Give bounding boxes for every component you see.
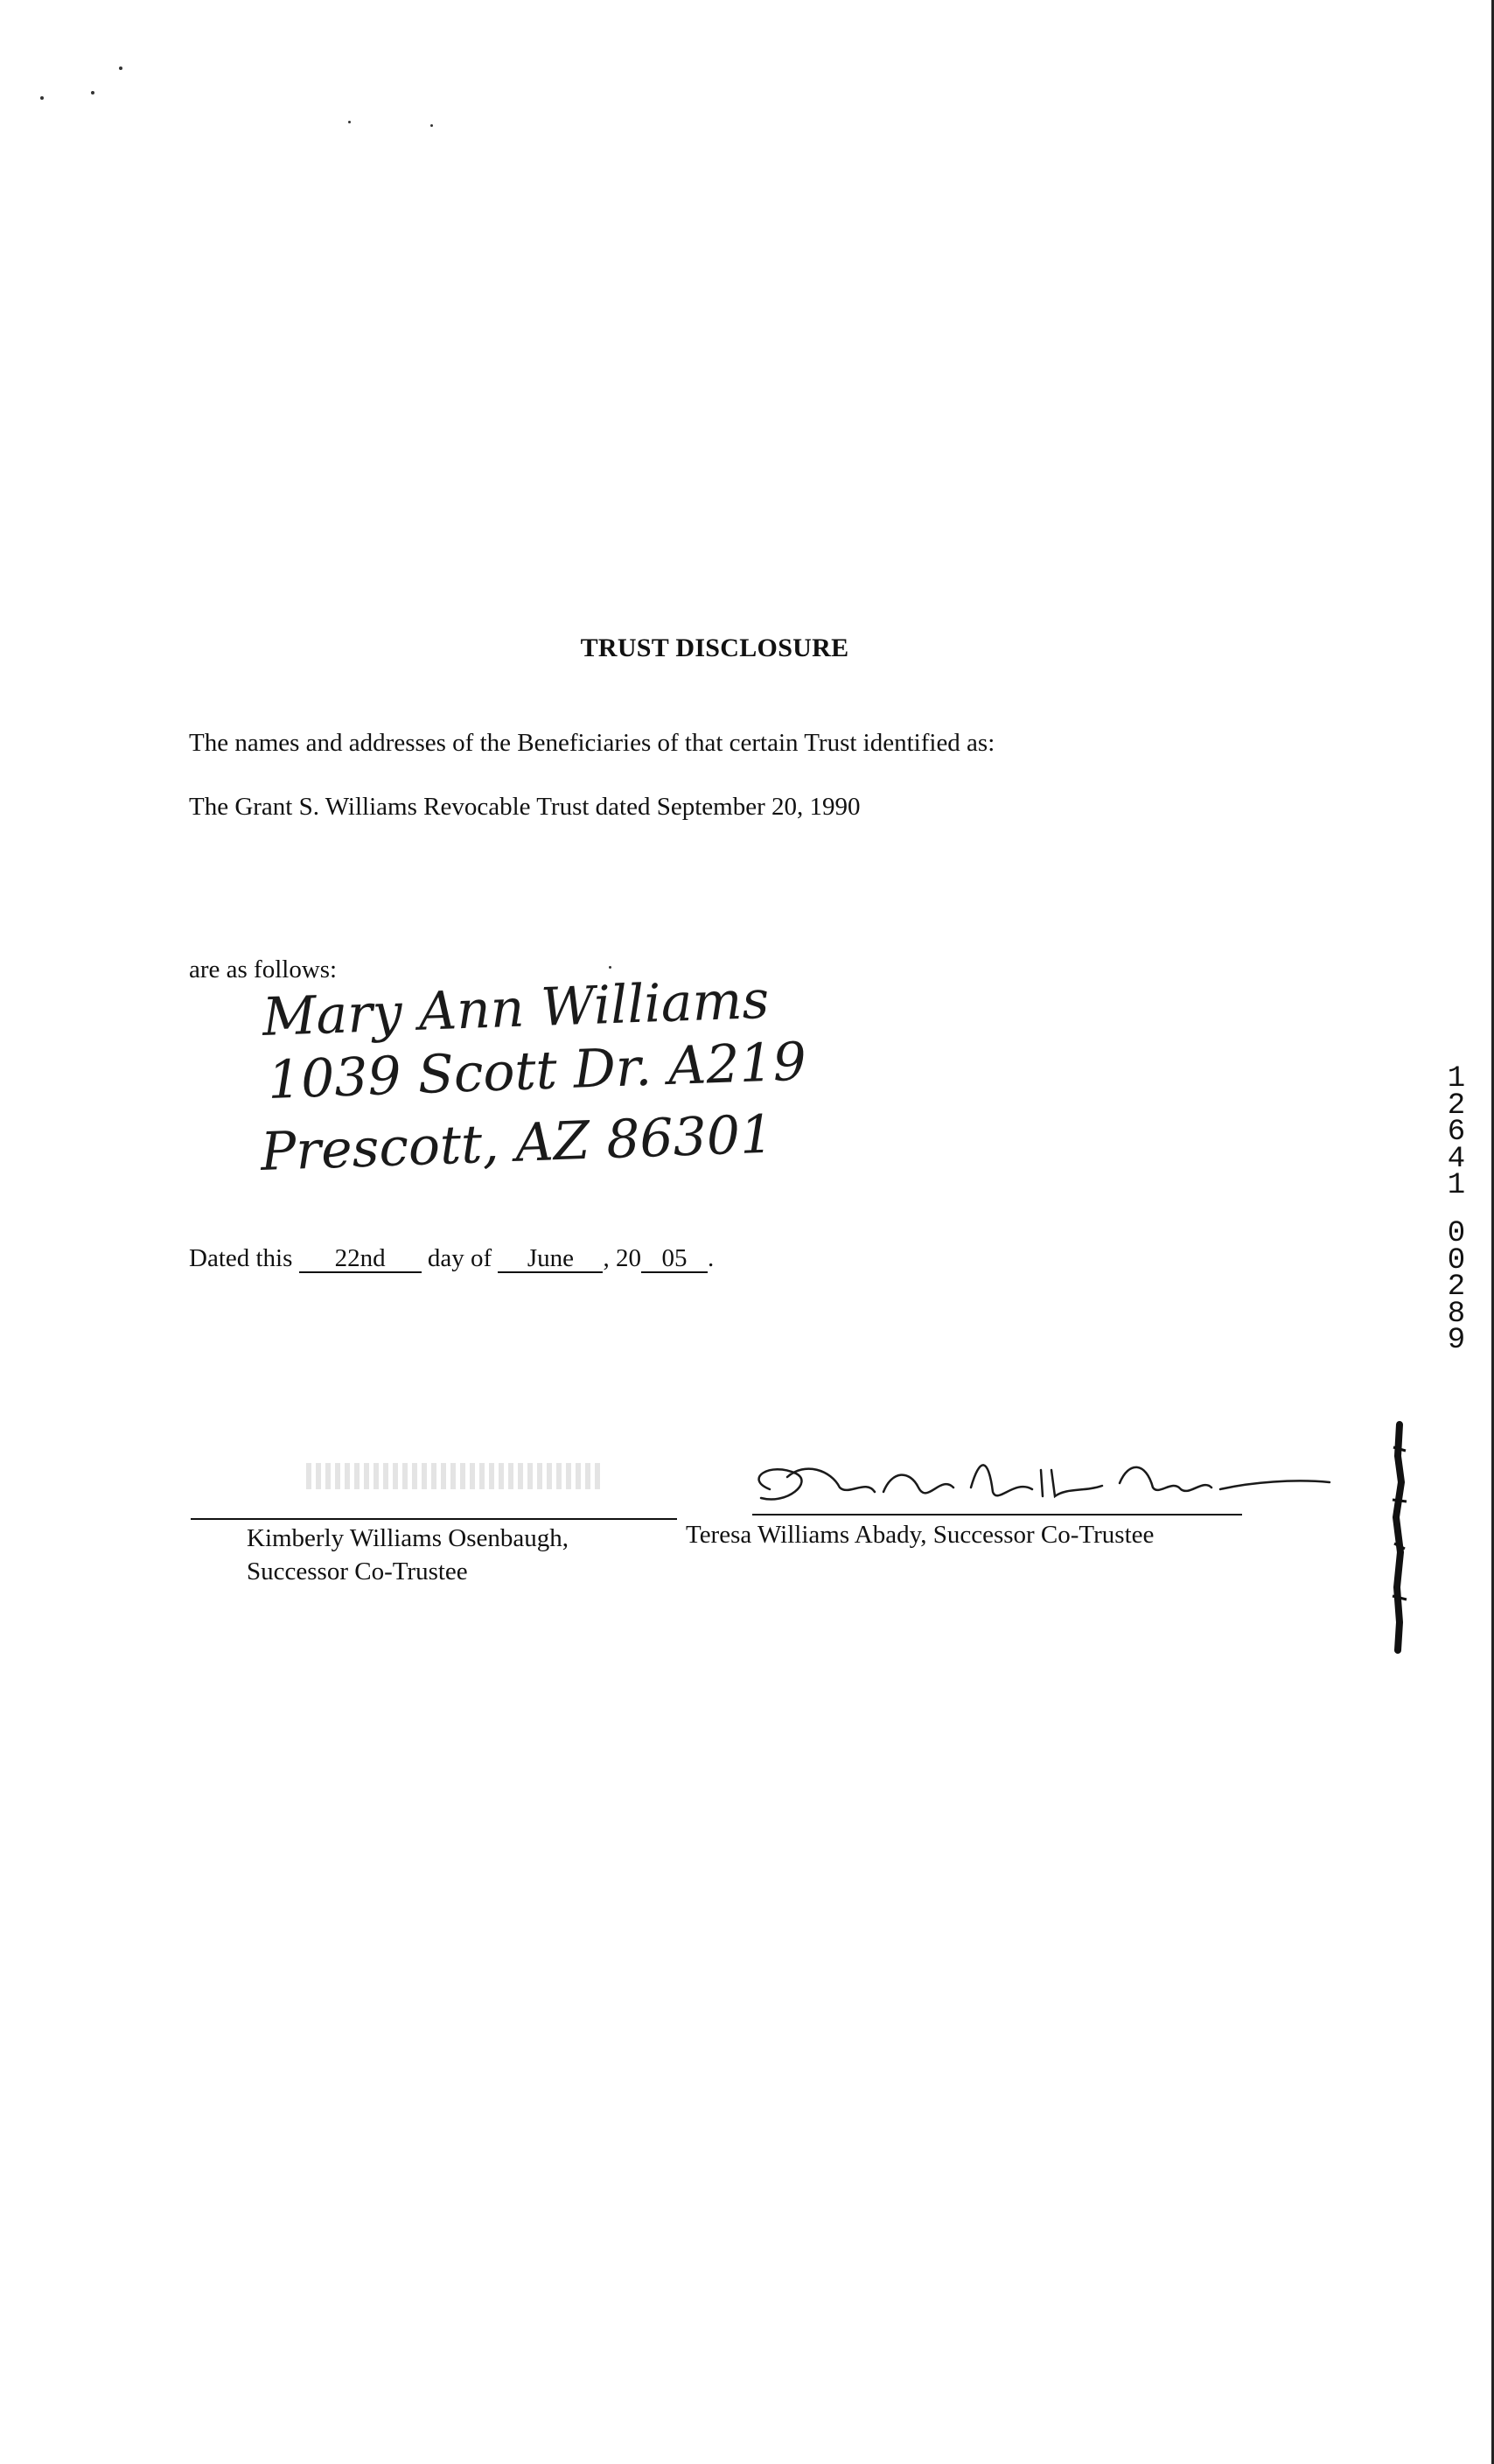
left-signature-line xyxy=(191,1518,677,1520)
handwritten-beneficiary-street: 1039 Scott Dr. A219 xyxy=(266,1031,807,1111)
scan-speck xyxy=(40,96,44,100)
document-title: TRUST DISCLOSURE xyxy=(580,634,849,662)
dated-line xyxy=(189,1244,714,1273)
dated-month: June xyxy=(498,1245,603,1273)
intro-text: The names and addresses of the Beneficiaries of that certain Trust identified as: xyxy=(189,729,995,757)
left-signer-name: Kimberly Williams Osenbaugh, xyxy=(247,1524,569,1552)
scan-artifact-mark xyxy=(1389,1421,1410,1656)
right-signer-caption: Teresa Williams Abady, Successor Co-Trustee xyxy=(686,1521,1155,1549)
scan-speck xyxy=(609,966,611,969)
dated-prefix: Dated this xyxy=(189,1244,293,1272)
right-signature-line xyxy=(752,1514,1242,1516)
scan-speck xyxy=(119,66,122,70)
handwritten-beneficiary-name: Mary Ann Williams xyxy=(261,969,771,1048)
teresa-signature xyxy=(735,1444,1347,1522)
scan-speck xyxy=(348,121,351,123)
dated-middle: day of xyxy=(427,1244,492,1272)
document-stamp-number: 1 2 6 4 1 0 0 2 8 9 xyxy=(1447,1062,1466,1358)
left-signer-role: Successor Co-Trustee xyxy=(247,1557,468,1586)
dated-year-prefix: , 20 xyxy=(603,1244,641,1272)
handwritten-beneficiary-city: Prescott, AZ 86301 xyxy=(259,1103,775,1183)
scan-speck xyxy=(91,91,94,94)
trust-name: The Grant S. Williams Revocable Trust dated September 20, 1990 xyxy=(189,793,861,821)
as-follows-text: are as follows: xyxy=(189,956,338,984)
scan-speck xyxy=(430,124,433,127)
left-signer-caption xyxy=(247,1522,569,1588)
dated-year: 05 xyxy=(641,1245,708,1273)
faint-signature-mark xyxy=(306,1463,604,1489)
dated-end: . xyxy=(707,1244,715,1272)
dated-day: 22nd xyxy=(299,1245,422,1273)
